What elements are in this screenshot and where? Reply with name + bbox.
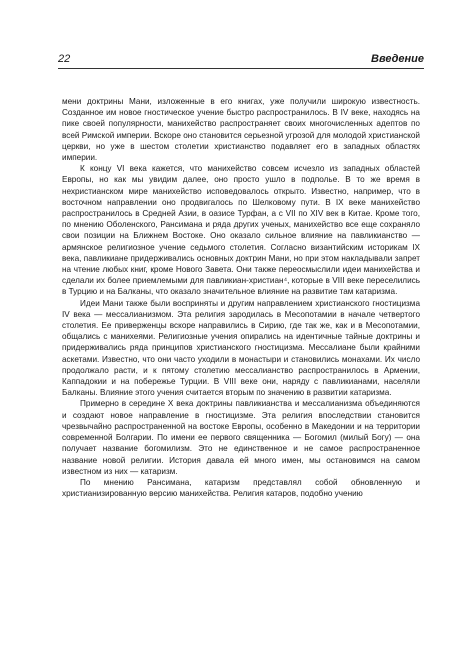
body-text [62,96,420,499]
paragraph: мени доктрины Мани, изложенные в его книгах, уже получили широкую известность. Созданное им новое гностическое учение быстро распространилось. В IV веке, находясь на пике своей популярности, манихейство распространяет своих многочисленных адептов по всей Римской империи. Вскоре оно становится серьезной угрозой для молодой христианской церкви, но уже в шестом столетии христианство подавляет его в западных областях империи. [62,97,420,163]
header-rule [58,68,424,69]
paragraph: Примерно в середине X века доктрины павликианства и мессалианизма объединяются и создают новое направление в гностицизме. Эта религия впоследствии становится чрезвычайно распространенной на востоке Европы, особенно в Македонии и на территории современной Болгарии. По имени ее первого священника — Богомил (милый Богу) — она получает название богомилизм. Это не единственное и не самое распространенное название новой религии. История давала ей много имен, мы остановимся на самом известном из них — катаризм. [62,399,420,476]
paragraph: Идеи Мани также были восприняты и другим направлением христианского гностицизма IV века — мессалианизмом. Эта религия зародилась в Месопотамии в начале четвертого столетия. Ее приверженцы вскоре направились в Сирию, где так же, как и в Месопотамии, общались с манихеями. Религиозные учения опирались на идентичные тайные доктрины и придерживались ряда принципов христианского гностицизма. Мессалиане были крайними аскетами. Известно, что они часто уходили в монастыри и становились монахами. Их число продолжало расти, и к пятому столетию мессалианство распространилось в Армении, Каппадокии и на побережье Турции. В VIII веке они, наряду с павликианами, населяли Балканы. Влияние этого учения считается вторым по значению в развитии катаризма. [62,298,420,398]
running-header [58,52,424,68]
page-number: 22 [58,53,71,65]
paragraph: К концу VI века кажется, что манихейство совсем исчезло из западных областей Европы, но как мы увидим далее, оно просто ушло в подполье. В то же время в нехристианском мире манихейство исповедовалось открыто. Известно, например, что в восточном направлении оно продвигалось по Шелковому пути. В IX веке манихейство распространилось в Средней Азии, в оазисе Турфан, а с VII по XIV век в Китае. Кроме того, по мнению Оболенского, Рансимана и ряда других ученых, манихейство все еще сохраняло свои позиции на Ближнем Востоке. Оно оказало сильное влияние на павликианство — армянское религиозное учение седьмого столетия. Согласно византийским историкам IX века, павликиане придерживались основных доктрин Мани, но при этом накладывали запрет на чтение любых книг, кроме Нового Завета. Они также переосмыслили идеи манихейства и сделали их более приемлемыми для павликиан-христиан⁴, которые в VIII веке переселились в Турцию и на Балканы, что оказало значительное влияние на развитие там катаризма. [62,164,420,297]
paragraph: По мнению Рансимана, катаризм представлял собой обновленную и христианизированную версию манихейства. Религия катаров, подобно учению [62,477,420,499]
section-title: Введение [371,53,424,65]
